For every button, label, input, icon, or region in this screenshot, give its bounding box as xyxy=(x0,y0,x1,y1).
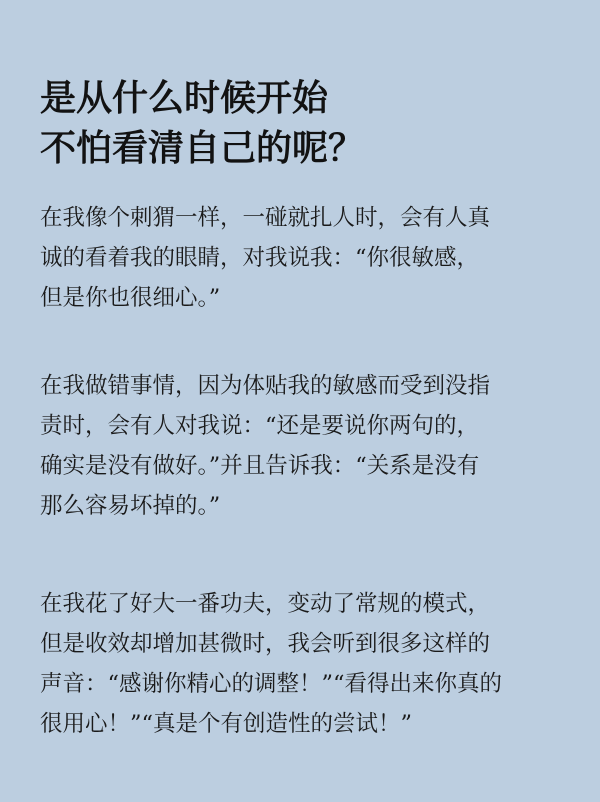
paragraph-line: 诚的看着我的眼睛，对我说我：“你很敏感， xyxy=(40,245,480,271)
paragraph-line: 在我花了好大一番功夫，变动了常规的模式， xyxy=(40,591,491,617)
paragraph-line: 确实是没有做好。”并且告诉我：“关系是没有 xyxy=(40,453,480,479)
paragraph-line: 很用心！”“真是个有创造性的尝试！” xyxy=(40,711,413,737)
paragraph-line: 在我做错事情，因为体贴我的敏感而受到没指 xyxy=(40,373,491,399)
paragraph-1 xyxy=(40,198,564,318)
paragraph-line: 但是你也很细心。” xyxy=(40,285,221,311)
paragraph-3 xyxy=(40,584,564,744)
title-line-1: 是从什么时候开始 xyxy=(40,78,329,119)
paragraph-line: 那么容易坏掉的。” xyxy=(40,493,221,519)
paragraph-line: 声音：“感谢你精心的调整！”“看得出来你真的 xyxy=(40,671,503,697)
paragraph-line: 但是收效却增加甚微时，我会听到很多这样的 xyxy=(40,631,491,657)
title-line-2: 不怕看清自己的呢？ xyxy=(40,128,365,169)
paragraph-2 xyxy=(40,366,564,526)
paragraph-line: 在我像个刺猬一样，一碰就扎人时，会有人真 xyxy=(40,205,491,231)
paragraph-line: 责时，会有人对我说：“还是要说你两句的， xyxy=(40,413,480,439)
page-title xyxy=(40,74,560,174)
